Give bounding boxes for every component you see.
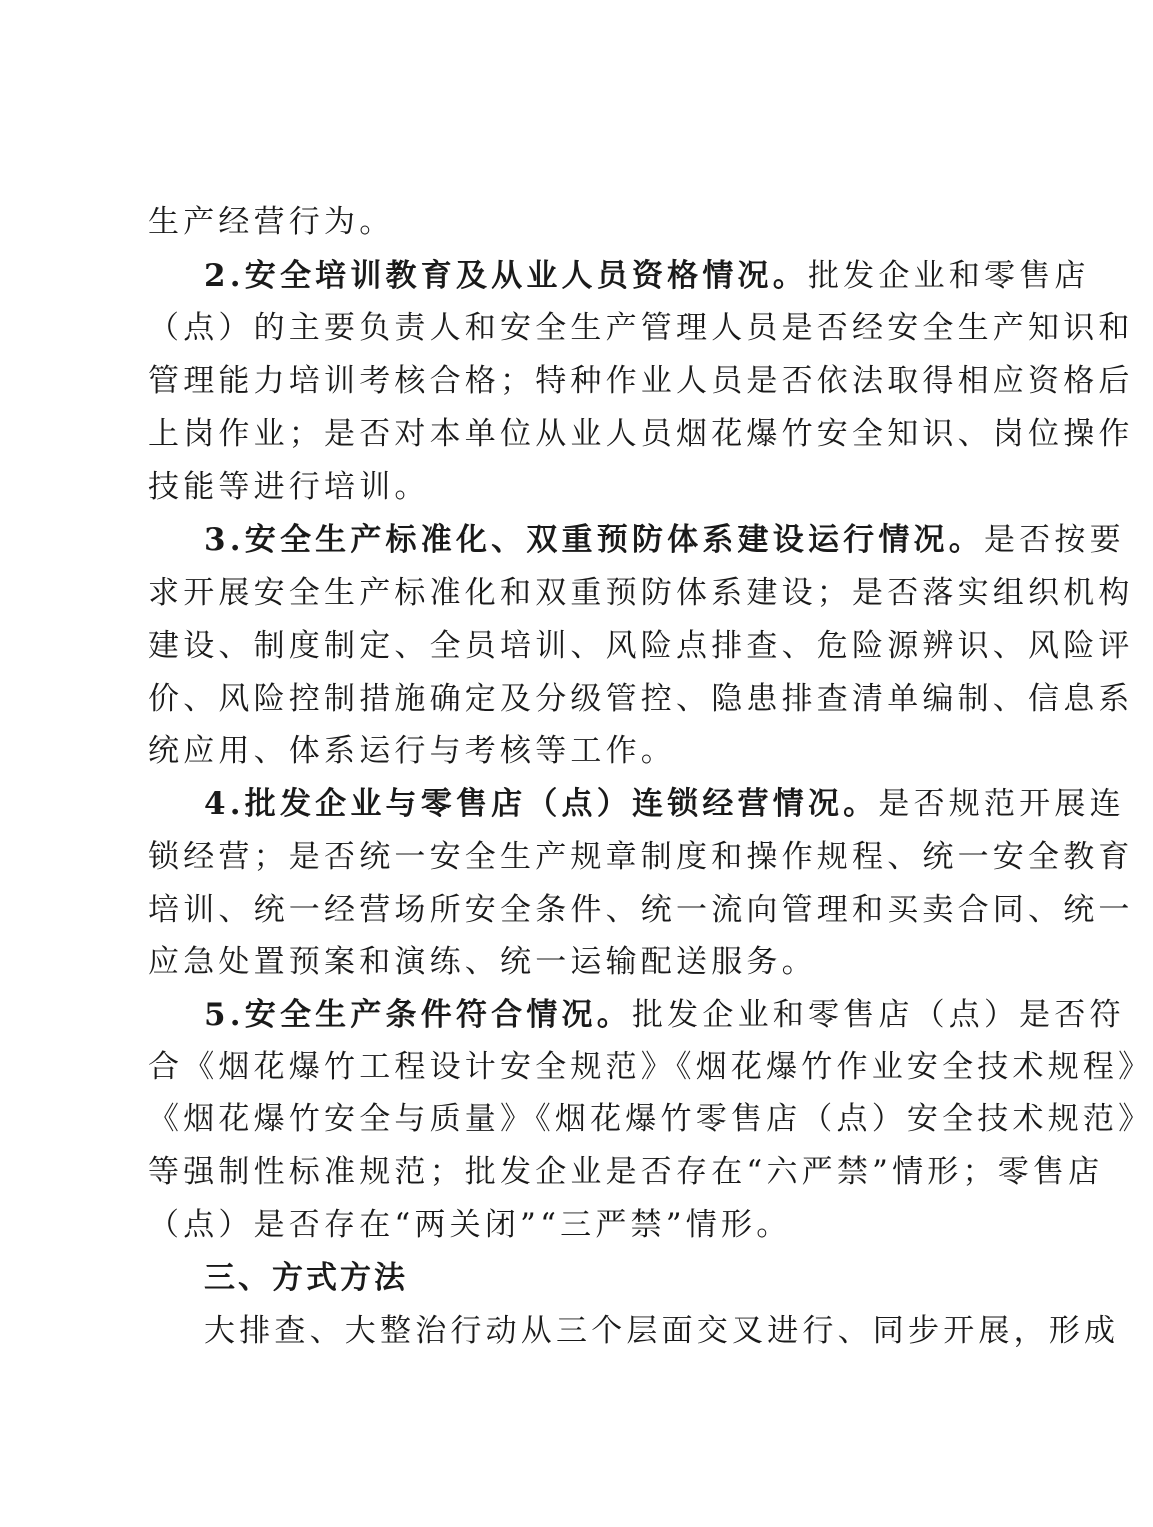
section-3-title: 3.安全生产标准化、双重预防体系建设运行情况。 [204,522,984,558]
paragraph-line: 合《烟花爆竹工程设计安全规范》《烟花爆竹作业安全技术规程》 [148,1049,1153,1085]
paragraph-line: （点）是否存在“两关闭”“三严禁”情形。 [148,1207,792,1243]
paragraph-line: 管理能力培训考核合格；特种作业人员是否依法取得相应资格后 [148,363,1134,399]
section-4-title: 4.批发企业与零售店（点）连锁经营情况。 [204,786,879,822]
section-4-heading-line: 4.批发企业与零售店（点）连锁经营情况。是否规范开展连 [204,786,1125,822]
paragraph-line: 大排查、大整治行动从三个层面交叉进行、同步开展，形成 [204,1313,1120,1349]
section-3-heading-line: 3.安全生产标准化、双重预防体系建设运行情况。是否按要 [204,522,1125,558]
paragraph-line: 建设、制度制定、全员培训、风险点排查、危险源辨识、风险评 [148,628,1134,664]
section-2-heading-line: 2.安全培训教育及从业人员资格情况。批发企业和零售店 [204,258,1090,294]
paragraph-line: 等强制性标准规范；批发企业是否存在“六严禁”情形；零售店 [148,1154,1104,1190]
paragraph-line: 统应用、体系运行与考核等工作。 [148,733,676,769]
paragraph-line: 锁经营；是否统一安全生产规章制度和操作规程、统一安全教育 [148,839,1134,875]
paragraph-line: 培训、统一经营场所安全条件、统一流向管理和买卖合同、统一 [148,892,1134,928]
paragraph-line: 上岗作业；是否对本单位从业人员烟花爆竹安全知识、岗位操作 [148,416,1134,452]
paragraph-line: 《烟花爆竹安全与质量》《烟花爆竹零售店（点）安全技术规范》 [148,1101,1153,1137]
section-heading-methods: 三、方式方法 [204,1260,408,1296]
section-2-title: 2.安全培训教育及从业人员资格情况。 [204,258,808,294]
section-5-title: 5.安全生产条件符合情况。 [204,997,632,1033]
paragraph-line: 求开展安全生产标准化和双重预防体系建设；是否落实组织机构 [148,575,1134,611]
paragraph-line: 技能等进行培训。 [148,469,430,505]
paragraph-line: 价、风险控制措施确定及分级管控、隐患排查清单编制、信息系 [148,681,1134,717]
paragraph-line: 生产经营行为。 [148,204,395,240]
section-5-heading-line: 5.安全生产条件符合情况。批发企业和零售店（点）是否符 [204,997,1125,1033]
paragraph-line: （点）的主要负责人和安全生产管理人员是否经安全生产知识和 [148,310,1134,346]
paragraph-line: 应急处置预案和演练、统一运输配送服务。 [148,944,817,980]
